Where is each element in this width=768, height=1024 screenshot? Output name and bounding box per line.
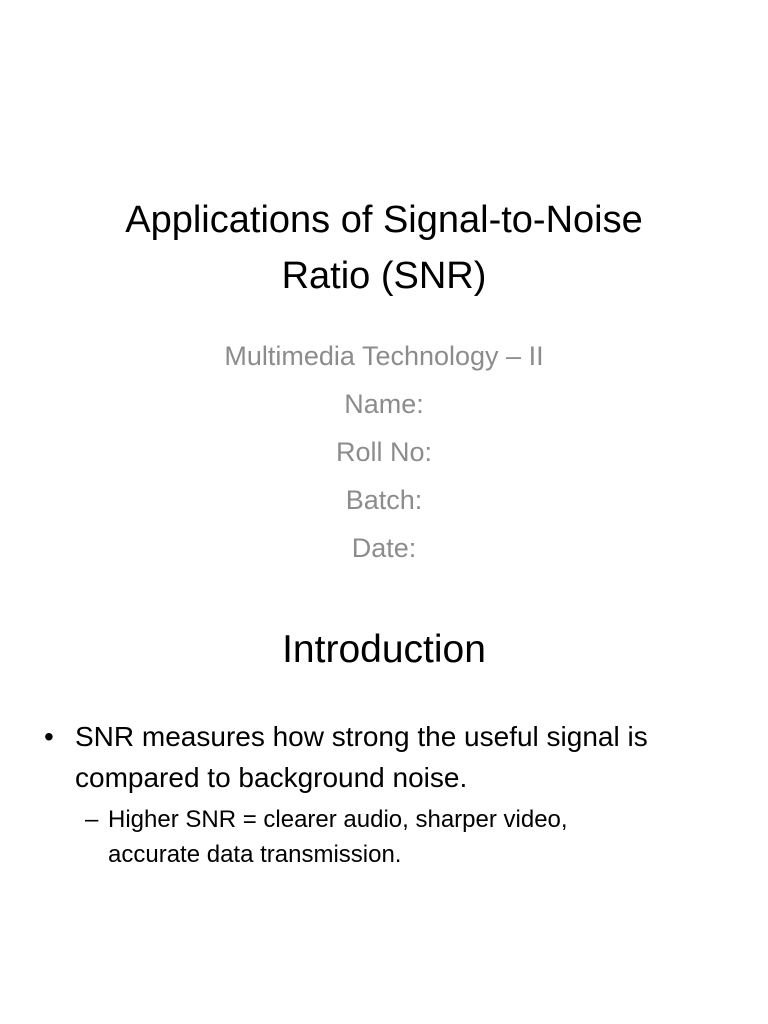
slide-title xyxy=(40,192,728,304)
sub-bullet-text-line-1: Higher SNR = clearer audio, sharper video, xyxy=(108,806,568,833)
bullet-text-line-1: SNR measures how strong the useful signal is xyxy=(75,721,648,752)
slide-title-line-2: Ratio (SNR) xyxy=(281,255,487,297)
dash-icon: – xyxy=(85,806,99,833)
bullet-icon: • xyxy=(44,721,54,752)
name-field-label: Name: xyxy=(344,389,424,419)
subtitle-block xyxy=(40,332,728,572)
sub-bullet-text-line-2: accurate data transmission. xyxy=(108,841,402,868)
course-name: Multimedia Technology – II xyxy=(224,341,544,371)
bullet-text-line-2: compared to background noise. xyxy=(75,762,468,793)
list-item xyxy=(40,716,730,872)
introduction-heading: Introduction xyxy=(282,628,486,671)
slide-title-line-1: Applications of Signal-to-Noise xyxy=(125,199,643,241)
roll-no-field-label: Roll No: xyxy=(335,437,433,467)
sub-list-item xyxy=(75,802,730,872)
date-field-label: Date: xyxy=(351,533,417,563)
introduction-bullet-list xyxy=(40,716,730,872)
batch-field-label: Batch: xyxy=(345,485,423,515)
sub-bullet-list xyxy=(75,802,730,872)
